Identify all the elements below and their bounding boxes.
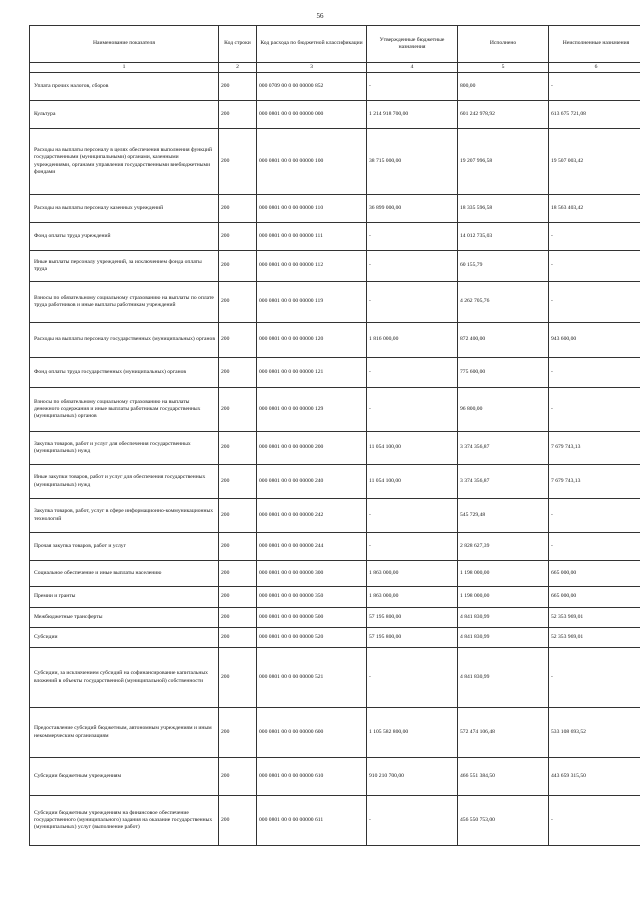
unexecuted-amount-cell: - xyxy=(549,533,640,561)
table-row xyxy=(30,101,640,129)
approved-amount-cell: - xyxy=(367,388,458,432)
expense-code-cell: 000 0801 00 0 00 00000 200 xyxy=(257,432,367,465)
expense-code-cell: 000 0801 00 0 00 00000 350 xyxy=(257,587,367,608)
approved-amount-cell: - xyxy=(367,73,458,101)
executed-amount-cell: 3 374 356,87 xyxy=(458,465,549,499)
line-code-cell: 200 xyxy=(219,608,257,628)
table-row xyxy=(30,73,640,101)
expense-code-cell: 000 0801 00 0 00 00000 600 xyxy=(257,708,367,758)
table-header-row xyxy=(30,26,640,63)
approved-amount-cell: 57 195 800,00 xyxy=(367,628,458,648)
table-row xyxy=(30,129,640,195)
line-code-cell: 200 xyxy=(219,499,257,533)
table-body xyxy=(30,73,640,846)
unexecuted-amount-cell: 613 675 721,08 xyxy=(549,101,640,129)
executed-amount-cell: 466 551 384,50 xyxy=(458,758,549,796)
line-code-cell: 200 xyxy=(219,223,257,251)
executed-amount-cell: 4 841 830,99 xyxy=(458,648,549,708)
unexecuted-amount-cell: - xyxy=(549,73,640,101)
expense-code-cell: 000 0801 00 0 00 00000 110 xyxy=(257,195,367,223)
approved-amount-cell: - xyxy=(367,223,458,251)
executed-amount-cell: 4 262 705,76 xyxy=(458,282,549,323)
expense-code-cell: 000 0801 00 0 00 00000 242 xyxy=(257,499,367,533)
unexecuted-amount-cell: 533 108 693,52 xyxy=(549,708,640,758)
table-row xyxy=(30,282,640,323)
table-row xyxy=(30,432,640,465)
approved-amount-cell: 1 863 000,00 xyxy=(367,561,458,587)
approved-amount-cell: 1 105 582 800,00 xyxy=(367,708,458,758)
expense-code-cell: 000 0801 00 0 00 00000 119 xyxy=(257,282,367,323)
approved-amount-cell: - xyxy=(367,796,458,846)
executed-amount-cell: 1 198 000,00 xyxy=(458,587,549,608)
line-code-cell: 200 xyxy=(219,561,257,587)
expense-code-cell: 000 0801 00 0 00 00000 500 xyxy=(257,608,367,628)
indicator-name-cell: Предоставление субсидий бюджетным, автономным учреждениям и иным некоммерческим организациям xyxy=(30,708,219,758)
column-number-row xyxy=(30,63,640,73)
expense-code-cell: 000 0801 00 0 00 00000 300 xyxy=(257,561,367,587)
executed-amount-cell: 96 800,00 xyxy=(458,388,549,432)
expense-code-cell: 000 0801 00 0 00 00000 111 xyxy=(257,223,367,251)
unexecuted-amount-cell: 18 563 403,42 xyxy=(549,195,640,223)
table-row xyxy=(30,323,640,358)
executed-amount-cell: 2 828 627,39 xyxy=(458,533,549,561)
indicator-name-cell: Культура xyxy=(30,101,219,129)
executed-amount-cell: 456 550 753,00 xyxy=(458,796,549,846)
unexecuted-amount-cell: 443 659 315,50 xyxy=(549,758,640,796)
table-row xyxy=(30,465,640,499)
approved-amount-cell: - xyxy=(367,648,458,708)
approved-amount-cell: 38 715 000,00 xyxy=(367,129,458,195)
header-unexecuted: Неисполненные назначения xyxy=(549,26,640,63)
header-executed: Исполнено xyxy=(458,26,549,63)
approved-amount-cell: 1 816 000,00 xyxy=(367,323,458,358)
expense-code-cell: 000 0801 00 0 00 00000 240 xyxy=(257,465,367,499)
unexecuted-amount-cell: 19 507 003,42 xyxy=(549,129,640,195)
unexecuted-amount-cell: 7 679 743,13 xyxy=(549,465,640,499)
line-code-cell: 200 xyxy=(219,796,257,846)
unexecuted-amount-cell: - xyxy=(549,358,640,388)
unexecuted-amount-cell: 665 000,00 xyxy=(549,587,640,608)
column-number: 5 xyxy=(458,63,549,73)
indicator-name-cell: Взносы по обязательному социальному страхованию на выплаты по оплате труда работников и иные выплаты работникам учреждений xyxy=(30,282,219,323)
approved-amount-cell: - xyxy=(367,251,458,282)
table-row xyxy=(30,533,640,561)
expense-code-cell: 000 0801 00 0 00 00000 244 xyxy=(257,533,367,561)
indicator-name-cell: Премии и гранты xyxy=(30,587,219,608)
indicator-name-cell: Прочая закупка товаров, работ и услуг xyxy=(30,533,219,561)
unexecuted-amount-cell: - xyxy=(549,223,640,251)
indicator-name-cell: Взносы по обязательному социальному страхованию на выплаты денежного содержания и иные выплаты работникам государственных (муниципальных) органов xyxy=(30,388,219,432)
line-code-cell: 200 xyxy=(219,432,257,465)
line-code-cell: 200 xyxy=(219,101,257,129)
table-row xyxy=(30,608,640,628)
indicator-name-cell: Закупка товаров, работ и услуг для обеспечения государственных (муниципальных) нужд xyxy=(30,432,219,465)
table-row xyxy=(30,388,640,432)
unexecuted-amount-cell: 52 353 969,01 xyxy=(549,608,640,628)
table-row xyxy=(30,223,640,251)
unexecuted-amount-cell: - xyxy=(549,796,640,846)
approved-amount-cell: - xyxy=(367,533,458,561)
indicator-name-cell: Субсидии xyxy=(30,628,219,648)
approved-amount-cell: 57 195 800,00 xyxy=(367,608,458,628)
line-code-cell: 200 xyxy=(219,465,257,499)
header-expense-code: Код расхода по бюджетной классификации xyxy=(257,26,367,63)
table-row xyxy=(30,587,640,608)
approved-amount-cell: 36 899 000,00 xyxy=(367,195,458,223)
expense-code-cell: 000 0801 00 0 00 00000 611 xyxy=(257,796,367,846)
approved-amount-cell: - xyxy=(367,282,458,323)
column-number: 4 xyxy=(367,63,458,73)
expense-code-cell: 000 0801 00 0 00 00000 000 xyxy=(257,101,367,129)
line-code-cell: 200 xyxy=(219,708,257,758)
column-number: 1 xyxy=(30,63,219,73)
line-code-cell: 200 xyxy=(219,628,257,648)
unexecuted-amount-cell: 665 000,00 xyxy=(549,561,640,587)
line-code-cell: 200 xyxy=(219,648,257,708)
line-code-cell: 200 xyxy=(219,758,257,796)
line-code-cell: 200 xyxy=(219,388,257,432)
table-row xyxy=(30,648,640,708)
indicator-name-cell: Расходы на выплаты персоналу казенных учреждений xyxy=(30,195,219,223)
header-line-code: Код строки xyxy=(219,26,257,63)
indicator-name-cell: Иные выплаты персоналу учреждений, за исключением фонда оплаты труда xyxy=(30,251,219,282)
unexecuted-amount-cell: - xyxy=(549,251,640,282)
approved-amount-cell: 910 210 700,00 xyxy=(367,758,458,796)
executed-amount-cell: 1 198 000,00 xyxy=(458,561,549,587)
approved-amount-cell: 1 214 918 700,00 xyxy=(367,101,458,129)
unexecuted-amount-cell: - xyxy=(549,648,640,708)
indicator-name-cell: Расходы на выплаты персоналу в целях обеспечения выполнения функций государственными (муниципальными) органами, казенными учреждениями, органами управления государственными внебюджетными фондами xyxy=(30,129,219,195)
indicator-name-cell: Субсидии, за исключением субсидий на софинансирование капитальных вложений в объекты государственной (муниципальной) собственности xyxy=(30,648,219,708)
line-code-cell: 200 xyxy=(219,251,257,282)
line-code-cell: 200 xyxy=(219,587,257,608)
approved-amount-cell: 1 863 000,00 xyxy=(367,587,458,608)
expense-code-cell: 000 0801 00 0 00 00000 112 xyxy=(257,251,367,282)
expense-code-cell: 000 0801 00 0 00 00000 120 xyxy=(257,323,367,358)
executed-amount-cell: 4 841 830,99 xyxy=(458,628,549,648)
line-code-cell: 200 xyxy=(219,73,257,101)
indicator-name-cell: Фонд оплаты труда государственных (муниципальных) органов xyxy=(30,358,219,388)
indicator-name-cell: Расходы на выплаты персоналу государственных (муниципальных) органов xyxy=(30,323,219,358)
table-row xyxy=(30,708,640,758)
executed-amount-cell: 775 600,00 xyxy=(458,358,549,388)
table-row xyxy=(30,358,640,388)
line-code-cell: 200 xyxy=(219,282,257,323)
column-number: 2 xyxy=(219,63,257,73)
expense-code-cell: 000 0801 00 0 00 00000 521 xyxy=(257,648,367,708)
executed-amount-cell: 4 841 830,99 xyxy=(458,608,549,628)
approved-amount-cell: 11 054 100,00 xyxy=(367,465,458,499)
column-number: 6 xyxy=(549,63,640,73)
indicator-name-cell: Уплата прочих налогов, сборов xyxy=(30,73,219,101)
executed-amount-cell: 545 729,48 xyxy=(458,499,549,533)
line-code-cell: 200 xyxy=(219,358,257,388)
line-code-cell: 200 xyxy=(219,323,257,358)
executed-amount-cell: 60 155,79 xyxy=(458,251,549,282)
expense-code-cell: 000 0801 00 0 00 00000 121 xyxy=(257,358,367,388)
executed-amount-cell: 601 242 978,92 xyxy=(458,101,549,129)
executed-amount-cell: 800,00 xyxy=(458,73,549,101)
table-row xyxy=(30,251,640,282)
indicator-name-cell: Закупка товаров, работ, услуг в сфере информационно-коммуникационных технологий xyxy=(30,499,219,533)
header-indicator-name: Наименование показателя xyxy=(30,26,219,63)
approved-amount-cell: - xyxy=(367,499,458,533)
table-row xyxy=(30,499,640,533)
expense-code-cell: 000 0801 00 0 00 00000 610 xyxy=(257,758,367,796)
expense-code-cell: 000 0801 00 0 00 00000 100 xyxy=(257,129,367,195)
indicator-name-cell: Субсидии бюджетным учреждениям на финансовое обеспечение государственного (муниципального) задания на оказание государственных (муниципальных) услуг (выполнение работ) xyxy=(30,796,219,846)
line-code-cell: 200 xyxy=(219,129,257,195)
expense-code-cell: 000 0801 00 0 00 00000 129 xyxy=(257,388,367,432)
expense-code-cell: 000 0801 00 0 00 00000 520 xyxy=(257,628,367,648)
budget-execution-table xyxy=(29,25,640,846)
table-row xyxy=(30,195,640,223)
unexecuted-amount-cell: - xyxy=(549,388,640,432)
table-row xyxy=(30,628,640,648)
unexecuted-amount-cell: - xyxy=(549,282,640,323)
expense-code-cell: 000 0709 00 0 00 00000 852 xyxy=(257,73,367,101)
unexecuted-amount-cell: - xyxy=(549,499,640,533)
executed-amount-cell: 3 374 356,87 xyxy=(458,432,549,465)
unexecuted-amount-cell: 943 600,00 xyxy=(549,323,640,358)
page-number: 56 xyxy=(316,12,324,20)
indicator-name-cell: Субсидии бюджетным учреждениям xyxy=(30,758,219,796)
table-row xyxy=(30,758,640,796)
table-row xyxy=(30,561,640,587)
indicator-name-cell: Социальное обеспечение и иные выплаты населению xyxy=(30,561,219,587)
unexecuted-amount-cell: 7 679 743,13 xyxy=(549,432,640,465)
header-approved: Утвержденные бюджетные назначения xyxy=(367,26,458,63)
executed-amount-cell: 19 207 996,58 xyxy=(458,129,549,195)
executed-amount-cell: 18 335 596,58 xyxy=(458,195,549,223)
unexecuted-amount-cell: 52 353 969,01 xyxy=(549,628,640,648)
approved-amount-cell: 11 054 100,00 xyxy=(367,432,458,465)
line-code-cell: 200 xyxy=(219,195,257,223)
executed-amount-cell: 872 400,00 xyxy=(458,323,549,358)
indicator-name-cell: Иные закупки товаров, работ и услуг для обеспечения государственных (муниципальных) нужд xyxy=(30,465,219,499)
executed-amount-cell: 572 474 106,48 xyxy=(458,708,549,758)
column-number: 3 xyxy=(257,63,367,73)
approved-amount-cell: - xyxy=(367,358,458,388)
executed-amount-cell: 14 012 735,03 xyxy=(458,223,549,251)
line-code-cell: 200 xyxy=(219,533,257,561)
indicator-name-cell: Фонд оплаты труда учреждений xyxy=(30,223,219,251)
table-row xyxy=(30,796,640,846)
indicator-name-cell: Межбюджетные трансферты xyxy=(30,608,219,628)
